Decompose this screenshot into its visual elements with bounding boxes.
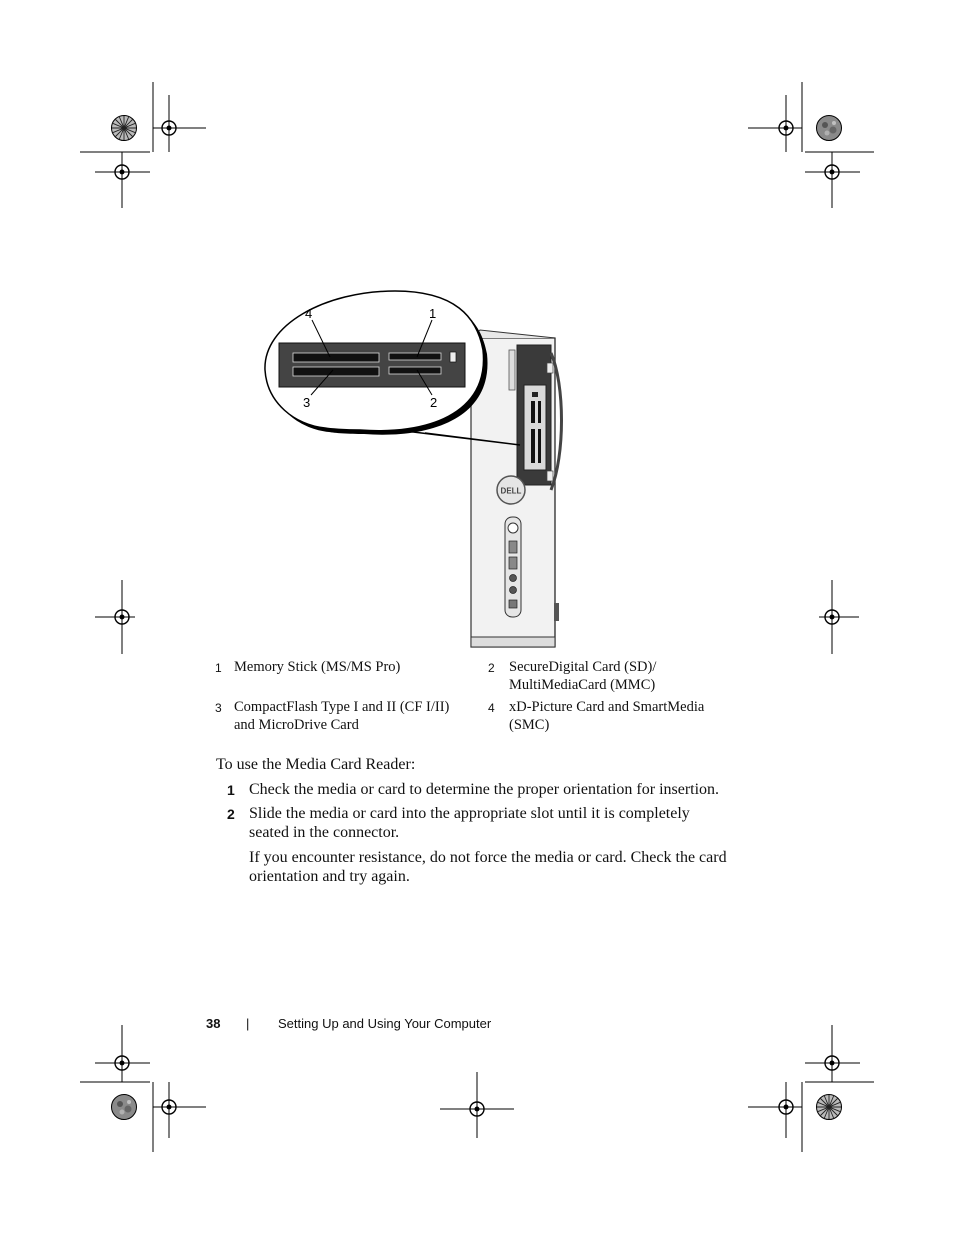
section-title: Setting Up and Using Your Computer [278,1016,492,1031]
media-card-reader-illustration [255,285,575,655]
step-text: Check the media or card to determine the proper orientation for insertion. [249,781,720,798]
step-text: seated in the connector. [249,824,400,841]
legend-number: 3 [215,701,222,715]
footer-separator: | [246,1016,250,1031]
legend-number: 4 [488,701,495,715]
callout-4: 4 [305,306,313,321]
note-text: If you encounter resistance, do not force the media or card. Check the card [249,849,727,866]
callout-2: 2 [430,395,438,410]
step-number: 1 [227,782,235,798]
legend-text: SecureDigital Card (SD)/ [509,659,657,675]
step-number: 2 [227,806,235,822]
legend-text: xD-Picture Card and SmartMedia [509,699,705,715]
legend-number: 2 [488,661,495,675]
note-text: orientation and try again. [249,868,410,885]
callout-3: 3 [303,395,311,410]
legend-text: CompactFlash Type I and II (CF I/II) [234,699,450,715]
dell-logo: DELL [500,486,522,496]
callout-1: 1 [429,306,437,321]
legend-text: and MicroDrive Card [234,717,359,733]
legend-number: 1 [215,661,222,675]
step-text: Slide the media or card into the appropriate slot until it is completely [249,805,690,822]
page-number: 38 [206,1016,221,1031]
legend-text: MultiMediaCard (MMC) [509,677,656,693]
legend-text: Memory Stick (MS/MS Pro) [234,659,401,675]
legend-text: (SMC) [509,717,550,733]
intro-text: To use the Media Card Reader: [216,756,416,773]
